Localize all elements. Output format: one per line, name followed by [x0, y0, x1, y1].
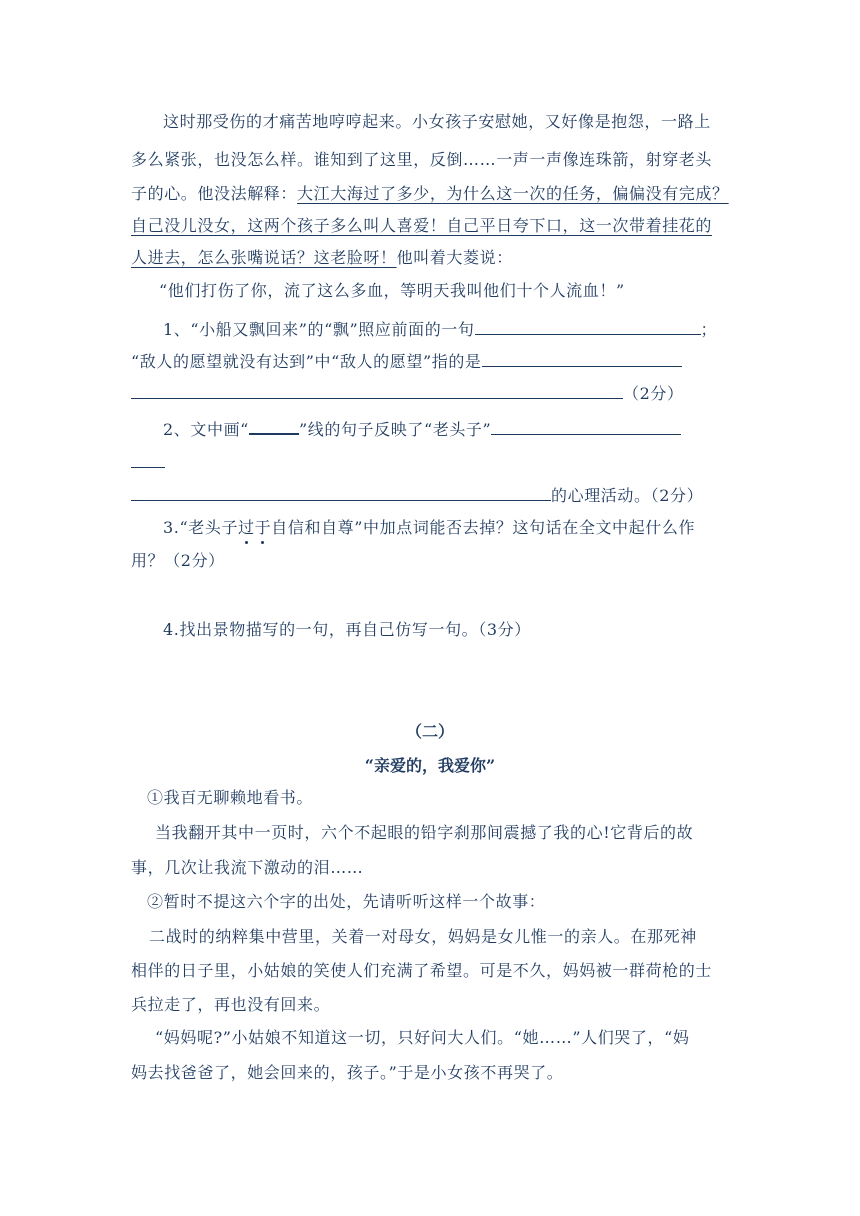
question-1-line3: （2分）	[131, 382, 731, 404]
passage-line: ①我百无聊赖地看书。	[147, 788, 314, 807]
passage-line: 人进去，怎么张嘴说话？这老脸呀！他叫着大菱说：	[131, 248, 513, 267]
question-2-line2	[131, 451, 731, 473]
answer-blank[interactable]	[131, 382, 623, 399]
passage-line: ②暂时不提这六个字的出处，先请听听这样一个故事：	[147, 892, 546, 911]
answer-blank[interactable]	[482, 350, 682, 367]
section-number: （二）	[405, 722, 454, 741]
emphasis-dot-char: 于	[254, 518, 272, 537]
section-title: “亲爱的，我爱你”	[364, 756, 496, 775]
underline-sample	[249, 417, 299, 435]
emphasis-dot-char: 过	[238, 518, 255, 537]
underlined-sentence: 大江大海过了多少，为什么这一次的任务，偏偏没有完成？	[297, 184, 729, 203]
passage-line: 妈去找爸爸了，她会回来的，孩子。”于是小女孩不再哭了。	[131, 1063, 564, 1082]
question-2: 2、文中画“ ”线的句子反映了“老头子”	[163, 417, 731, 440]
question-4: 4.找出景物描写的一句，再自己仿写一句。（3分）	[163, 620, 531, 639]
question-3: 3.“老头子过于自信和自尊”中加点词能否去掉？这句话在全文中起什么作	[163, 518, 696, 537]
passage-line: 二战时的纳粹集中营里，关着一对母女，妈妈是女儿惟一的亲人。在那死神	[149, 927, 697, 946]
answer-blank[interactable]	[491, 418, 681, 435]
passage-line: 相伴的日子里，小姑娘的笑使人们充满了希望。可是不久，妈妈被一群荷枪的士	[131, 961, 713, 980]
passage-line: 子的心。他没法解释：大江大海过了多少，为什么这一次的任务，偏偏没有完成？	[131, 184, 729, 203]
answer-blank[interactable]	[475, 318, 701, 335]
underlined-sentence: 人进去，怎么张嘴说话？这老脸呀！	[131, 248, 397, 267]
answer-blank[interactable]	[131, 451, 165, 468]
passage-line: 多么紧张，也没怎么样。谁知到了这里，反倒……一声一声像连珠箭，射穿老头	[131, 150, 713, 169]
question-3-line2: 用？（2分）	[131, 551, 225, 570]
answer-blank[interactable]	[131, 484, 551, 501]
underlined-sentence: 自己没儿没女，这两个孩子多么叫人喜爱！自己平日夸下口，这一次带着挂花的	[131, 216, 713, 235]
passage-line: “妈妈呢?”小姑娘不知道这一切，只好问大人们。“她……”人们哭了，“妈	[155, 1028, 690, 1047]
question-1: 1、“小船又飘回来”的“飘”照应前面的一句 ；	[163, 320, 718, 339]
passage-line: 兵拉走了，再也没有回来。	[131, 995, 331, 1014]
passage-line: “他们打伤了你，流了这么多血，等明天我叫他们十个人流血！”	[159, 281, 625, 300]
passage-line: 事，几次让我流下激动的泪……	[131, 858, 364, 877]
passage-line	[131, 216, 731, 236]
passage-line: 当我翻开其中一页时，六个不起眼的铅字刹那间震撼了我的心!它背后的故	[155, 823, 694, 842]
question-1-line2: “敌人的愿望就没有达到”中“敌人的愿望”指的是	[131, 350, 731, 372]
passage-line: 这时那受伤的才痛苦地哼哼起来。小女孩子安慰她，又好像是抱怨，一路上	[163, 112, 711, 131]
question-2-line3: 的心理活动。（2分）	[131, 484, 731, 506]
